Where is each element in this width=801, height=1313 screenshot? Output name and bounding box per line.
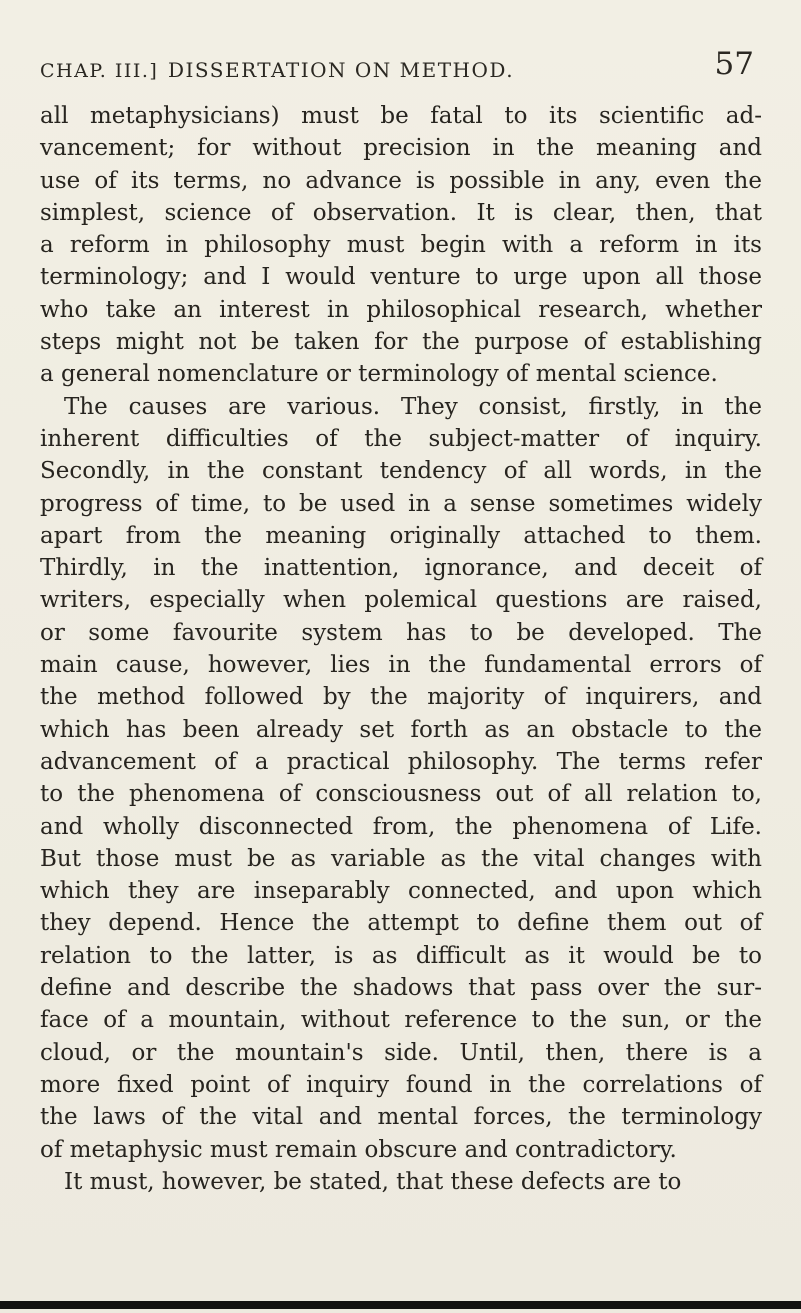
text-line: writers, especially when polemical questions are raised, <box>40 587 762 614</box>
text-line: face of a mountain, without reference to the sun, or the <box>40 1007 762 1034</box>
text-line: to the phenomena of consciousness out of all relation to, <box>40 781 762 808</box>
text-line: steps might not be taken for the purpose of establishing <box>40 329 762 356</box>
text-line: all metaphysicians) must be fatal to its scientific ad- <box>40 103 762 129</box>
text-line: terminology; and I would venture to urge upon all those <box>40 264 762 291</box>
text-line: which they are inseparably connected, and upon which <box>40 878 762 905</box>
running-title: DISSERTATION ON METHOD. <box>168 58 515 82</box>
text-line: cloud, or the mountain's side. Until, then, there is a <box>40 1039 762 1066</box>
text-line: main cause, however, lies in the fundamental errors of <box>40 652 762 679</box>
text-line: Thirdly, in the inattention, ignorance, and deceit of <box>40 555 762 582</box>
text-line: the laws of the vital and mental forces, the terminology <box>40 1104 762 1131</box>
paragraph-start-line: The causes are various. They consist, firstly, in the <box>64 393 762 420</box>
text-line: Secondly, in the constant tendency of all words, in the <box>40 458 762 485</box>
paragraph-start-line: It must, however, be stated, that these defects are to <box>64 1168 682 1195</box>
chapter-reference: CHAP. III.] <box>40 60 159 82</box>
text-line: and wholly disconnected from, the phenomena of Life. <box>40 813 762 840</box>
text-line: apart from the meaning originally attached to them. <box>40 522 762 549</box>
body-text <box>40 100 762 1198</box>
text-line: more fixed point of inquiry found in the correlations of <box>40 1071 762 1098</box>
text-line: inherent difficulties of the subject-matter of inquiry. <box>40 425 762 452</box>
text-line: relation to the latter, is as difficult as it would be to <box>40 942 762 969</box>
text-line: simplest, science of observation. It is clear, then, that <box>40 199 762 226</box>
text-line: use of its terms, no advance is possible in any, even the <box>40 167 762 194</box>
text-line: the method followed by the majority of inquirers, and <box>40 684 762 711</box>
text-line: But those must be as variable as the vital changes with <box>40 845 762 872</box>
text-line: which has been already set forth as an obstacle to the <box>40 716 762 743</box>
text-line: a general nomenclature or terminology of mental science. <box>40 361 718 388</box>
text-line: vancement; for without precision in the meaning and <box>40 135 762 162</box>
text-line: progress of time, to be used in a sense sometimes widely <box>40 490 762 517</box>
page-number: 57 <box>714 46 754 82</box>
text-line: they depend. Hence the attempt to define them out of <box>40 910 762 937</box>
page-bottom-edge <box>0 1301 801 1309</box>
text-line: a reform in philosophy must begin with a reform in its <box>40 232 762 259</box>
running-header <box>40 48 762 88</box>
text-line: or some favourite system has to be developed. The <box>40 619 762 646</box>
text-line: who take an interest in philosophical research, whether <box>40 296 762 323</box>
text-line: define and describe the shadows that pass over the sur- <box>40 975 762 1002</box>
text-line: advancement of a practical philosophy. The terms refer <box>40 748 762 775</box>
text-line: of metaphysic must remain obscure and contradictory. <box>40 1136 677 1163</box>
